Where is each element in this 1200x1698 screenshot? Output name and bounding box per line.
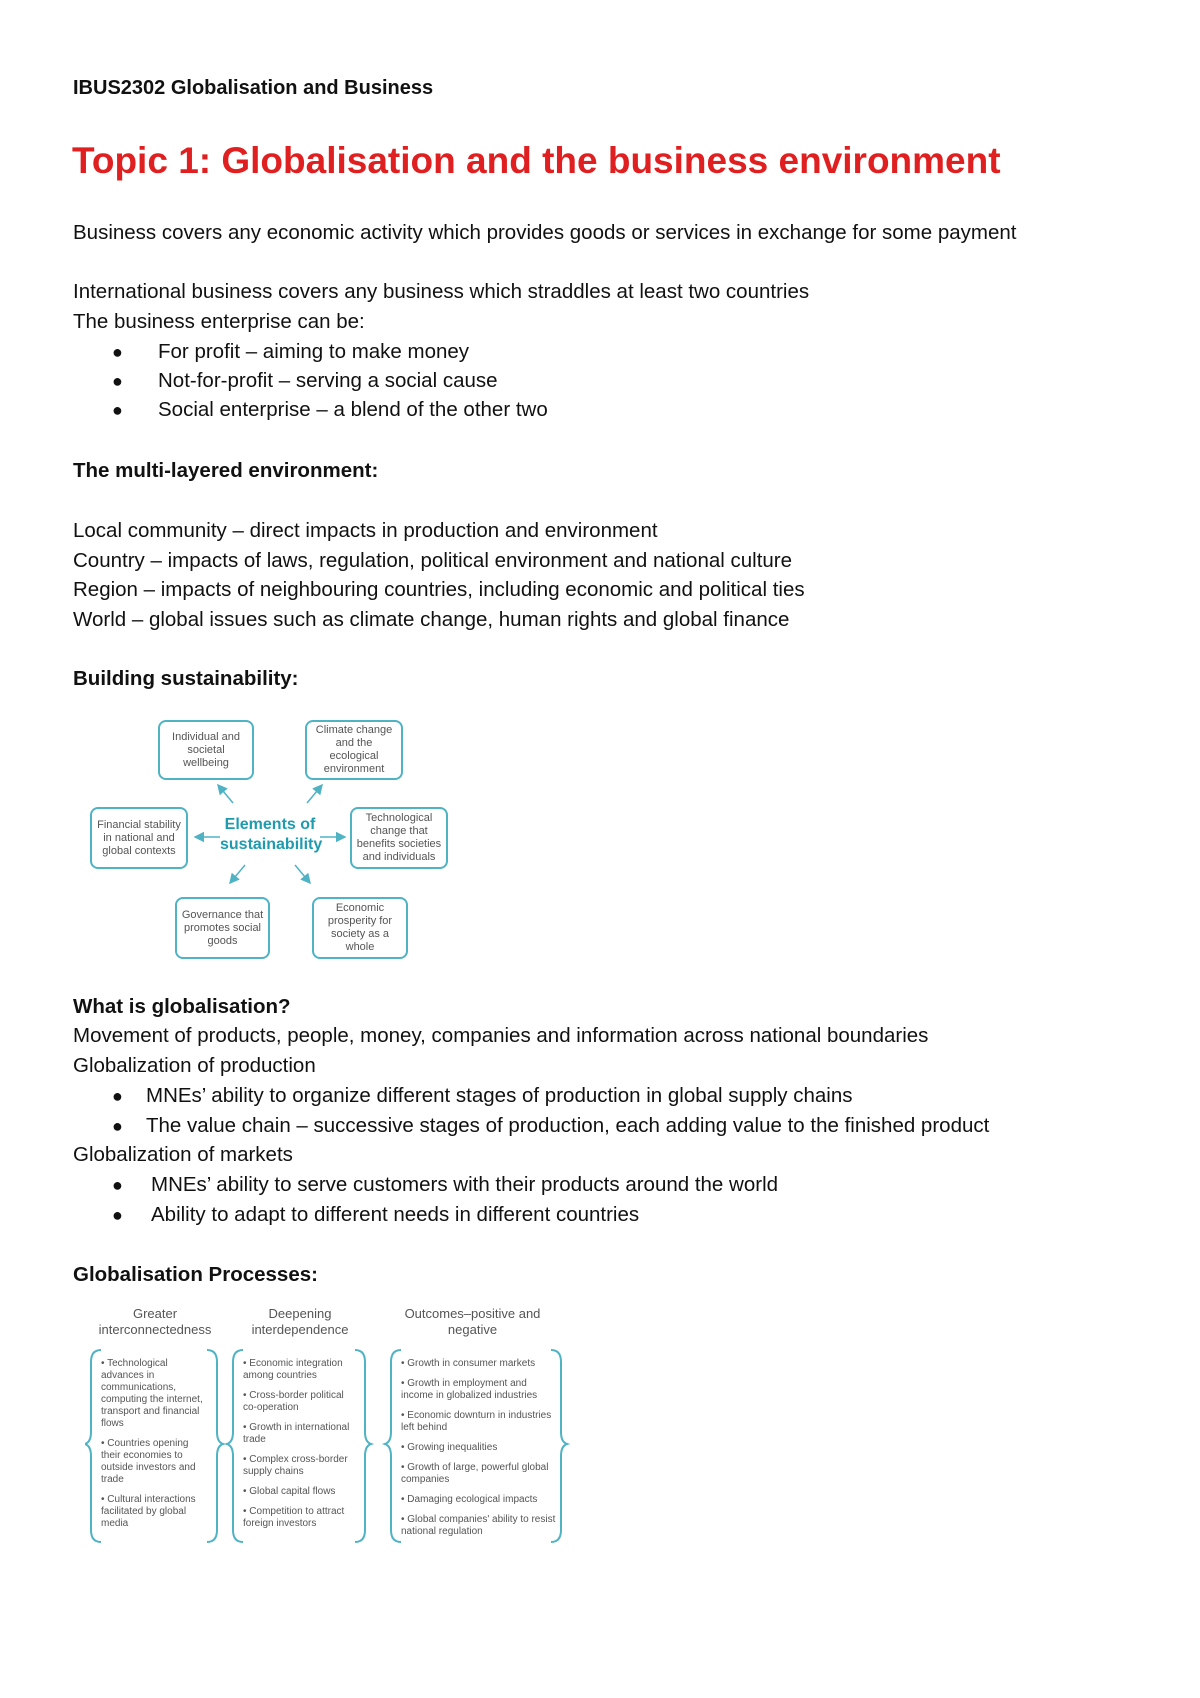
- enterprise-intro: The business enterprise can be:: [73, 310, 365, 333]
- list-item: • Damaging ecological impacts: [401, 1494, 538, 1505]
- layer-item: Region – impacts of neighbouring countries, including economic and political ties: [73, 578, 805, 601]
- bullet-dot: ●: [112, 342, 123, 362]
- arrow-to-economic: [295, 865, 310, 883]
- arrow-to-wellbeing: [218, 785, 233, 803]
- markets-item: Ability to adapt to different needs in different countries: [151, 1203, 640, 1226]
- bullet-dot: ●: [112, 400, 123, 420]
- bullet-dot: ●: [112, 1086, 123, 1106]
- arrow-to-governance: [230, 865, 245, 883]
- box-technological: Technological change that benefits societies and individuals: [350, 807, 448, 869]
- box-financial: Financial stability in national and global contexts: [90, 807, 188, 869]
- bullet-dot: ●: [112, 371, 123, 391]
- enterprise-type: Not-for-profit – serving a social cause: [158, 369, 498, 392]
- list-item: • Complex cross-border supply chains: [243, 1454, 348, 1477]
- markets-item: MNEs’ ability to serve customers with their products around the world: [151, 1173, 779, 1196]
- markets-heading: Globalization of markets: [73, 1143, 293, 1166]
- brace-right-1: [207, 1350, 223, 1542]
- enterprise-type: Social enterprise – a blend of the other two: [158, 398, 548, 421]
- column-list-outcomes: [401, 1358, 557, 1546]
- page-title: Topic 1: Globalisation and the business environment: [72, 140, 1001, 181]
- production-heading: Globalization of production: [73, 1054, 316, 1077]
- brace-left-1: [85, 1350, 101, 1542]
- list-item: • Growth in consumer markets: [401, 1358, 536, 1369]
- business-definition: Business covers any economic activity which provides goods or services in exchange for some payment: [73, 221, 1017, 244]
- layer-item: Country – impacts of laws, regulation, political environment and national culture: [73, 549, 793, 572]
- column-head-interdependence: Deepening interdependence: [251, 1306, 349, 1337]
- box-wellbeing: Individual and societal wellbeing: [158, 720, 254, 780]
- bullet-dot: ●: [112, 1175, 123, 1195]
- list-item: • Economic downturn in industries left behind: [401, 1410, 552, 1433]
- list-item: • Growth of large, powerful global companies: [401, 1462, 549, 1485]
- list-item: • Growth in employment and income in globalized industries: [401, 1378, 538, 1401]
- processes-diagram: [85, 1302, 585, 1562]
- column-head-outcomes: Outcomes–positive and negative: [404, 1306, 541, 1337]
- list-item: • Growing inequalities: [401, 1442, 498, 1453]
- list-item: • Cross-border political co-operation: [243, 1390, 344, 1413]
- box-climate: Climate change and the ecological environment: [305, 720, 403, 780]
- international-business-definition: International business covers any business which straddles at least two countries: [73, 280, 810, 303]
- processes-heading: Globalisation Processes:: [73, 1263, 318, 1286]
- bullet-dot: ●: [112, 1205, 123, 1225]
- list-item: • Cultural interactions facilitated by global media: [101, 1494, 196, 1529]
- bullet-dot: ●: [112, 1116, 123, 1136]
- box-governance: Governance that promotes social goods: [175, 897, 270, 959]
- sustainability-center-label: Elements of sustainability: [220, 816, 323, 853]
- enterprise-type: For profit – aiming to make money: [158, 340, 470, 363]
- production-item: MNEs’ ability to organize different stages of production in global supply chains: [146, 1084, 853, 1107]
- layer-item: World – global issues such as climate change, human rights and global finance: [73, 608, 790, 631]
- arrow-to-climate: [307, 785, 322, 803]
- brace-left-3: [385, 1350, 401, 1542]
- list-item: • Global capital flows: [243, 1486, 336, 1497]
- list-item: • Economic integration among countries: [243, 1358, 343, 1381]
- globalisation-heading: What is globalisation?: [73, 995, 291, 1018]
- layer-item: Local community – direct impacts in production and environment: [73, 519, 658, 542]
- globalisation-definition: Movement of products, people, money, companies and information across national boundaries: [73, 1024, 929, 1047]
- list-item: • Technological advances in communications, computing the internet, transport and financial flows: [101, 1358, 203, 1429]
- column-head-interconnectedness: Greater interconnectedness: [98, 1306, 212, 1337]
- box-economic: Economic prosperity for society as a whole: [312, 897, 408, 959]
- list-item: • Competition to attract foreign investors: [243, 1506, 345, 1529]
- layered-heading: The multi-layered environment:: [73, 459, 379, 482]
- list-item: • Growth in international trade: [243, 1422, 350, 1445]
- course-header: IBUS2302 Globalisation and Business: [73, 77, 434, 99]
- list-item: • Global companies' ability to resist national regulation: [401, 1514, 556, 1537]
- production-item: The value chain – successive stages of production, each adding value to the finished product: [146, 1114, 990, 1137]
- sustainability-diagram: [85, 715, 485, 965]
- column-list-interconnectedness: [101, 1358, 209, 1538]
- brace-left-2: [227, 1350, 243, 1542]
- sustainability-heading: Building sustainability:: [73, 667, 299, 690]
- column-list-interdependence: [243, 1358, 359, 1538]
- list-item: • Countries opening their economies to outside investors and trade: [101, 1438, 196, 1485]
